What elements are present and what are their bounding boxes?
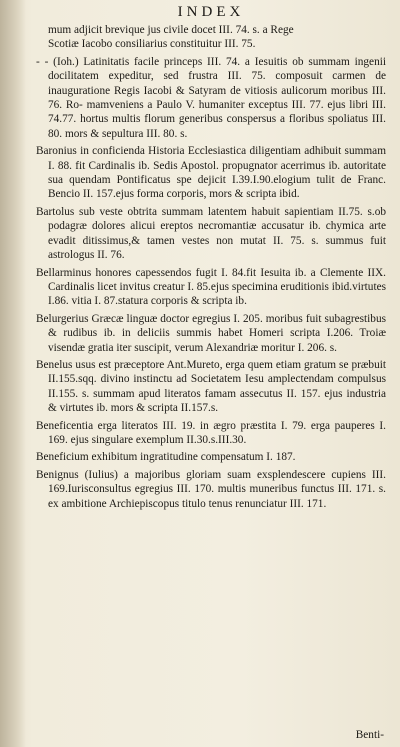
entry-line: virtutes ib. mors & scripta II.157.s. bbox=[59, 402, 219, 415]
entry-line: a Clemente IIX. Cardinalis licet invitus creatur I. 85.ejus bbox=[48, 266, 386, 293]
entry-line: mamveniens a Paulo V. humaniter exceptus III. 77. ejus bbox=[86, 99, 350, 112]
entry-line: Benignus (Iulius) a majoribus gloriam suam exsplendescere cupiens III. 169.Iurisconsultus egregius III. 170. multis bbox=[36, 468, 386, 496]
index-entry bbox=[36, 468, 386, 511]
entry-line: fuit subagrestibus & rudibus ib. in deliciis summis habet bbox=[48, 312, 387, 340]
entry-line: Scotiæ Iacobo consiliarius constituitur III. 75. bbox=[48, 38, 256, 51]
index-entry bbox=[36, 23, 386, 52]
entry-line: gratum se præbuit II.155.sqq. divino instinctu ad Societatem Iesu amplectendam compulsus II.155. s. summam apud literatos famam assecutus II. 157. ejus industria & bbox=[48, 358, 386, 415]
entry-line: ob summam ingenii docilitatem expeditur, sed frustra bbox=[48, 55, 386, 83]
index-entry bbox=[36, 358, 386, 416]
index-entries bbox=[36, 23, 386, 511]
entry-line: Homeri scripta I.206. Troiæ visendæ gratia iter suscipit, bbox=[48, 327, 386, 354]
entry-line: III. 75. composuit carmen de inauguratione Regis Iacobi bbox=[48, 70, 386, 97]
index-entry bbox=[36, 144, 386, 202]
book-gutter bbox=[0, 0, 26, 747]
catchword: Benti- bbox=[355, 729, 384, 741]
entry-line: Beneficium exhibitum ingratitudine compensatum I. 187. bbox=[36, 451, 296, 464]
entry-line: Benelus usus est præceptore Ant.Mureto, erga quem etiam bbox=[36, 358, 305, 371]
entry-line: Belurgerius Græcæ linguæ doctor egregius I. 205. moribus bbox=[36, 312, 306, 325]
entry-line: Bartolus sub veste obtrita summam latentem habuit sapientiam II.75. s.ob podagræ dolores alicui ereptos necromantiæ accusatur ib. chymica arte evadit ditissimus,& tamen vestes non mutat II. 75. s. summus fuit astrologus II. 76. bbox=[36, 205, 386, 262]
index-entry bbox=[36, 55, 386, 141]
entry-line: propugnator acerrimus ib. autoritate sua quendam Pontificatus spe dejicit I.39.I.90.elogium tulit de Franc. Bencio II. 157.ejus forma corporis, mors & scripta ibid. bbox=[48, 159, 386, 201]
entry-line: libri III. 74.77. hortus multis florum generibus conspersus a floribus spoliatus III. 80. mors & sepultura III. 80. s. bbox=[48, 99, 386, 140]
index-entry bbox=[36, 312, 386, 355]
index-entry bbox=[36, 266, 386, 309]
page-title: INDEX bbox=[177, 4, 245, 20]
entry-line: - - (Ioh.) Latinitatis facile princeps III. 74. a Iesuitis bbox=[36, 55, 293, 68]
entry-line: Beneficentia erga literatos III. 19. in ægro præstita I. 79. erga pauperes I. 169. ejus singulare exemplum II.30.s.III.30. bbox=[36, 419, 386, 446]
index-entry bbox=[36, 205, 386, 263]
entry-line: adhibuit summam I. 88. fit Cardinalis ib. Sedis Apostol. bbox=[48, 145, 386, 172]
entry-line: Bellarminus honores capessendos fugit I. 84.fit Iesuita ib. bbox=[36, 266, 311, 279]
entry-line: verum Alexandriæ moritur I. 206. s. bbox=[174, 341, 337, 354]
entry-line: & Satyram de vitiosis aulicorum moribus III. 76. Ro- bbox=[48, 84, 386, 112]
entry-line: mum adjicit brevique jus civile docet III. 74. s. a Rege bbox=[48, 24, 294, 36]
index-entry bbox=[36, 450, 386, 464]
entry-line: specimina eruditionis ibid.virtutes I.86. vitia I. 87.statura corporis & scripta ib. bbox=[48, 280, 386, 308]
entry-line: Baronius in conficienda Historia Ecclesiastica diligentiam bbox=[36, 145, 305, 158]
entry-line: muneribus functus III. 171. s. ex ambitione Archiepiscopus titulo tenus renunciatur III. 171. bbox=[48, 483, 386, 510]
index-entry bbox=[36, 419, 386, 448]
